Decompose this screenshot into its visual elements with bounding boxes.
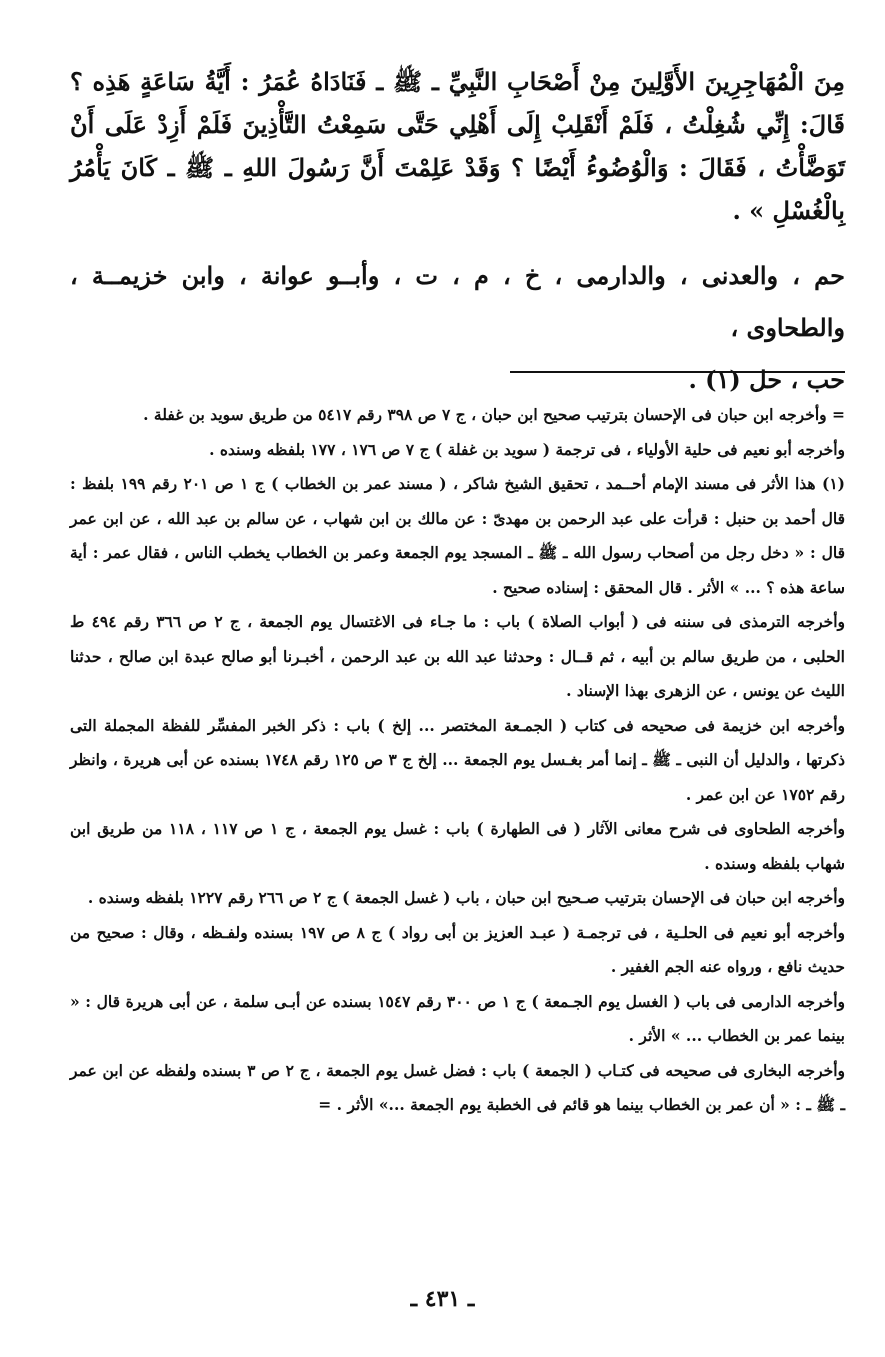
sources-block [70, 250, 845, 406]
footnote-paragraph: وأخرجه الدارمى فى باب ( الغسل يوم الجـمعة ) ج ١ ص ٣٠٠ رقم ١٥٤٧ بسنده عن أبـى سلمة ، عن أبى هريرة قال : « بينما عمر بن الخطاب ... » الأثر . [70, 991, 845, 1045]
footnote-paragraph: وأخرجه ابن خزيمة فى صحيحه فى كتاب ( الجمـعة المختصر ... إلخ ) باب : ذكر الخبر المفسِّر للفظة المجملة التى ذكرتها ، والدليل أن النبى ـ ﷺ ـ إنما أمر بغـسل يوم الجمعة ... إلخ ج ٣ ص ١٢٥ رقم ١٧٤٨ بسنده عن أبى هريرة ، وانظر رقم ١٧٥٢ عن ابن عمر . [70, 715, 845, 804]
footnote-paragraph: (١) هذا الأثر فى مسند الإمام أحــمد ، تحقيق الشيخ شاكر ، ( مسند عمر بن الخطاب ) ج ١ ص ٢٠١ رقم ١٩٩ بلفظ : قال أحمد بن حنبل : قرأت على عبد الرحمن بن مهدىّ : عن مالك بن ابن شهاب ، عن سالم بن عبد الله ، عن ابن عمر قال : « دخل رجل من أصحاب رسول الله ـ ﷺ ـ المسجد يوم الجمعة وعمر بن الخطاب يخطب الناس ، فقال عمر : أية ساعة هذه ؟ ... » الأثر . قال المحقق : إسناده صحيح . [70, 474, 845, 597]
hadith-text: مِنَ الْمُهَاجِرِينَ الأَوَّلِينَ مِنْ أَصْحَابِ النَّبِيِّ ـ ﷺ ـ فَنَادَاهُ عُمَرُ : أَيَّةُ سَاعَةٍ هَذِه ؟ قَالَ: إِنِّي شُغِلْتُ ، فَلَمْ أَنْقَلِبْ إِلَى أَهْلِي حَتَّى سَمِعْتُ التَّأْذِينَ فَلَمْ أَزِدْ عَلَى أَنْ تَوَضَّأْتُ ، فَقَالَ : وَالْوُضُوءُ أَيْضًا ؟ وَقَدْ عَلِمْتَ أَنَّ رَسُولَ اللهِ ـ ﷺ ـ كَانَ يَأْمُرُ بِالْغُسْلِ » . [70, 67, 845, 225]
footnote-paragraph: وأخرجه الترمذى فى سننه فى ( أبواب الصلاة ) باب : ما جـاء فى الاغتسال يوم الجمعة ، ج ٢ ص ٣٦٦ رقم ٤٩٤ ط الحلبى ، من طريق سالم بن أبيه ، ثم قــال : وحدثنا عبد الله بن عبد الرحمن ، أخبـرنا أبو صالح عبدة ابن صالح ، حدثنا الليث عن يونس ، عن الزهرى بهذا الإسناد . [70, 612, 845, 700]
footnote-paragraph: وأخرجه ابن حبان فى الإحسان بترتيب صـحيح ابن حبان ، باب ( غسل الجمعة ) ج ٢ ص ٢٦٦ رقم ١٢٢٧ بلفظه وسنده . [87, 888, 845, 907]
sources-line-2: حب ، حل (١) . [688, 365, 845, 394]
footnote-paragraph: وأخرجه البخارى فى صحيحه فى كتـاب ( الجمعة ) باب : فضل غسل يوم الجمعة ، ج ٢ ص ٣ بسنده ولفظه عن ابن عمر ـ ﷺ ـ : « أن عمر بن الخطاب بينما هو قائم فى الخطبة يوم الجمعة ...» الأثر . = [70, 1060, 846, 1114]
footnote-paragraph: = وأخرجه ابن حبان فى الإحسان بترتيب صحيح ابن حبان ، ج ٧ ص ٣٩٨ رقم ٥٤١٧ من طريق سويد بن غفلة . [143, 405, 845, 424]
main-text-block [70, 60, 845, 232]
page-body [70, 60, 845, 406]
sources-line-1: حم ، والعدنى ، والدارمى ، خ ، م ، ت ، وأبــو عوانة ، وابن خزيمــة ، والطحاوى ، [70, 261, 845, 342]
footnote-paragraph: وأخرجه أبو نعيم فى الحلـية ، فى ترجمـة ( عبـد العزيز بن أبى رواد ) ج ٨ ص ١٩٧ بسنده ولفـظه ، وقال : صحيح من حديث نافع ، ورواه عنه الجم الغفير . [70, 922, 845, 976]
footnote-paragraph: وأخرجه الطحاوى فى شرح معانى الآثار ( فى الطهارة ) باب : غسل يوم الجمعة ، ج ١ ص ١١٧ ، ١١٨ من طريق ابن شهاب بلفظه وسنده . [70, 819, 845, 873]
footnote-paragraph: وأخرجه أبو نعيم فى حلية الأولياء ، فى ترجمة ( سويد بن غفلة ) ج ٧ ص ١٧٦ ، ١٧٧ بلفظه وسنده . [209, 439, 845, 459]
footnotes-block [70, 398, 845, 1123]
footnote-divider [510, 371, 845, 373]
page-number: ـ ٤٣١ ـ [410, 1286, 475, 1312]
